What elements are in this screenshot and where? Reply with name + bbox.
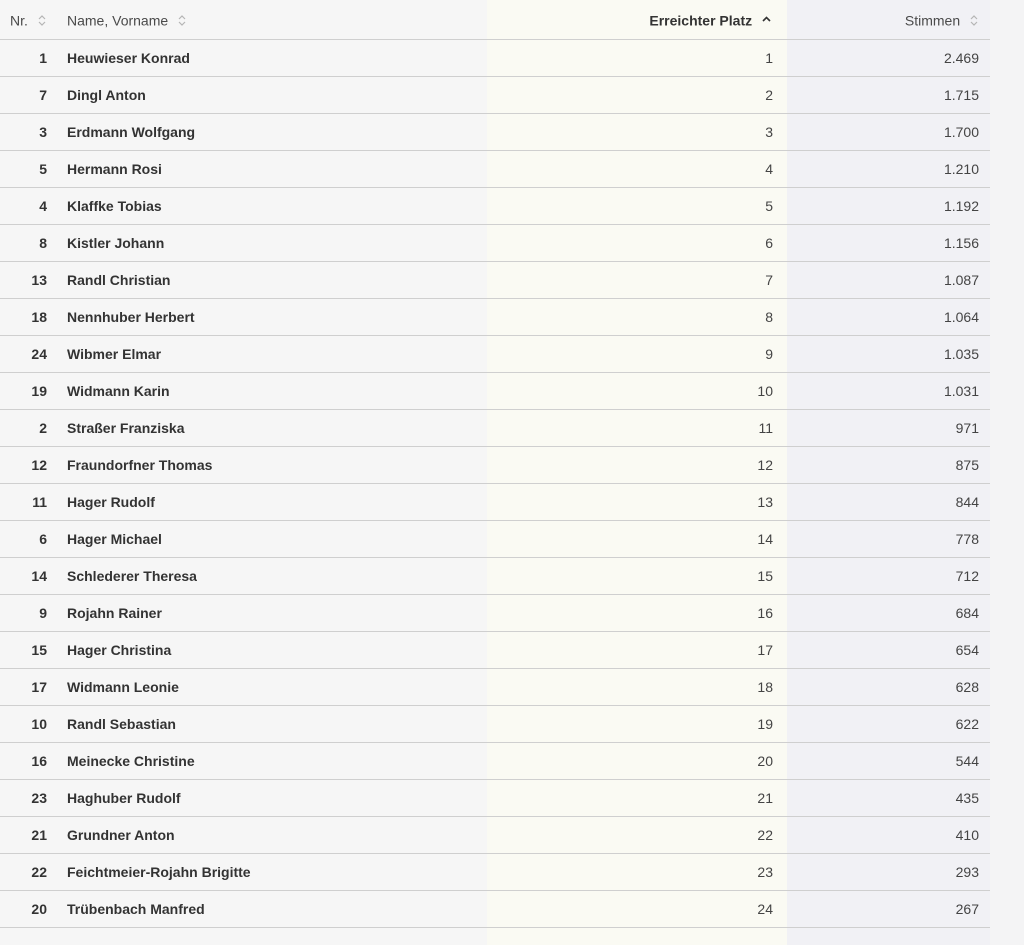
sort-both-icon [38,14,46,27]
row-name: Widmann Karin [58,373,487,410]
row-nr: 10 [0,706,58,743]
row-nr: 16 [0,743,58,780]
row-name: Schlederer Theresa [58,558,487,595]
row-stimmen: 875 [787,447,990,484]
row-nr: 20 [0,891,58,928]
row-name: Feichtmeier-Rojahn Brigitte [58,854,487,891]
row-stimmen: 267 [787,891,990,928]
table-row [0,299,990,336]
table-row [0,447,990,484]
row-platz: 8 [487,299,787,336]
row-stimmen: 684 [787,595,990,632]
row-nr: 22 [0,854,58,891]
table-row [0,225,990,262]
header-nr[interactable] [0,0,58,40]
table-row [0,151,990,188]
table-header [0,0,990,40]
row-platz: 18 [487,669,787,706]
row-name: Hager Michael [58,521,487,558]
row-name: Haghuber Rudolf [58,780,487,817]
header-platz[interactable] [487,0,787,40]
row-stimmen: 544 [787,743,990,780]
table-row [0,484,990,521]
row-stimmen: 628 [787,669,990,706]
header-platz-label: Erreichter Platz [649,12,753,29]
table-row [0,669,990,706]
row-stimmen: 778 [787,521,990,558]
table-row [0,262,990,299]
row-nr: 6 [0,521,58,558]
row-platz: 3 [487,114,787,151]
row-nr: 9 [0,595,58,632]
row-stimmen: 1.192 [787,188,990,225]
table-row [0,854,990,891]
row-stimmen: 410 [787,817,990,854]
row-platz: 11 [487,410,787,447]
row-platz: 6 [487,225,787,262]
row-name: Straßer Franziska [58,410,487,447]
row-stimmen: 1.087 [787,262,990,299]
row-nr: 21 [0,817,58,854]
row-platz: 13 [487,484,787,521]
row-name: Hager Rudolf [58,484,487,521]
table-row [0,188,990,225]
row-platz: 5 [487,188,787,225]
row-platz: 2 [487,77,787,114]
table-row [0,114,990,151]
row-name: Hager Christina [58,632,487,669]
row-stimmen: 654 [787,632,990,669]
row-name: Trübenbach Manfred [58,891,487,928]
row-stimmen: 971 [787,410,990,447]
row-platz: 22 [487,817,787,854]
header-nr-label: Nr. [10,12,28,29]
row-nr: 11 [0,484,58,521]
page-margin [990,0,1024,945]
row-nr: 23 [0,780,58,817]
row-platz: 14 [487,521,787,558]
row-stimmen: 1.031 [787,373,990,410]
table-row [0,891,990,928]
table-row [0,743,990,780]
row-platz: 23 [487,854,787,891]
row-nr: 15 [0,632,58,669]
row-platz: 15 [487,558,787,595]
row-name: Heuwieser Konrad [58,40,487,77]
table-row [0,373,990,410]
row-platz: 19 [487,706,787,743]
row-name: Fraundorfner Thomas [58,447,487,484]
row-nr: 12 [0,447,58,484]
row-name: Randl Christian [58,262,487,299]
row-stimmen: 844 [787,484,990,521]
row-nr: 4 [0,188,58,225]
table-body [0,40,990,928]
row-nr: 1 [0,40,58,77]
sort-both-icon [178,14,186,27]
row-platz: 1 [487,40,787,77]
row-nr: 18 [0,299,58,336]
table-row [0,817,990,854]
row-nr: 5 [0,151,58,188]
row-name: Dingl Anton [58,77,487,114]
row-name: Grundner Anton [58,817,487,854]
row-stimmen: 1.035 [787,336,990,373]
table-row [0,595,990,632]
table-row [0,780,990,817]
row-nr: 3 [0,114,58,151]
header-name[interactable] [58,0,487,40]
row-name: Meinecke Christine [58,743,487,780]
table-row [0,410,990,447]
sort-both-icon [970,14,978,27]
row-platz: 16 [487,595,787,632]
row-nr: 7 [0,77,58,114]
sort-ascending-icon [762,14,771,27]
row-platz: 24 [487,891,787,928]
row-name: Wibmer Elmar [58,336,487,373]
row-name: Nennhuber Herbert [58,299,487,336]
table-row [0,706,990,743]
row-nr: 24 [0,336,58,373]
table-row [0,558,990,595]
row-nr: 2 [0,410,58,447]
row-platz: 10 [487,373,787,410]
row-name: Widmann Leonie [58,669,487,706]
row-stimmen: 1.715 [787,77,990,114]
table-row [0,521,990,558]
row-platz: 9 [487,336,787,373]
row-stimmen: 2.469 [787,40,990,77]
row-stimmen: 712 [787,558,990,595]
row-stimmen: 1.700 [787,114,990,151]
row-stimmen: 1.156 [787,225,990,262]
header-stimmen-label: Stimmen [904,12,961,29]
table-row [0,40,990,77]
row-platz: 12 [487,447,787,484]
row-stimmen: 435 [787,780,990,817]
row-nr: 19 [0,373,58,410]
row-name: Klaffke Tobias [58,188,487,225]
table-row [0,336,990,373]
row-name: Rojahn Rainer [58,595,487,632]
row-name: Randl Sebastian [58,706,487,743]
row-stimmen: 1.210 [787,151,990,188]
row-platz: 7 [487,262,787,299]
row-nr: 14 [0,558,58,595]
row-nr: 13 [0,262,58,299]
header-name-label: Name, Vorname [67,12,169,29]
row-name: Hermann Rosi [58,151,487,188]
row-nr: 17 [0,669,58,706]
table-row [0,632,990,669]
row-stimmen: 293 [787,854,990,891]
row-name: Kistler Johann [58,225,487,262]
row-platz: 21 [487,780,787,817]
row-stimmen: 622 [787,706,990,743]
row-platz: 20 [487,743,787,780]
row-stimmen: 1.064 [787,299,990,336]
row-name: Erdmann Wolfgang [58,114,487,151]
table-row [0,77,990,114]
row-platz: 4 [487,151,787,188]
header-row [0,0,990,40]
row-nr: 8 [0,225,58,262]
row-platz: 17 [487,632,787,669]
header-stimmen[interactable] [787,0,990,40]
